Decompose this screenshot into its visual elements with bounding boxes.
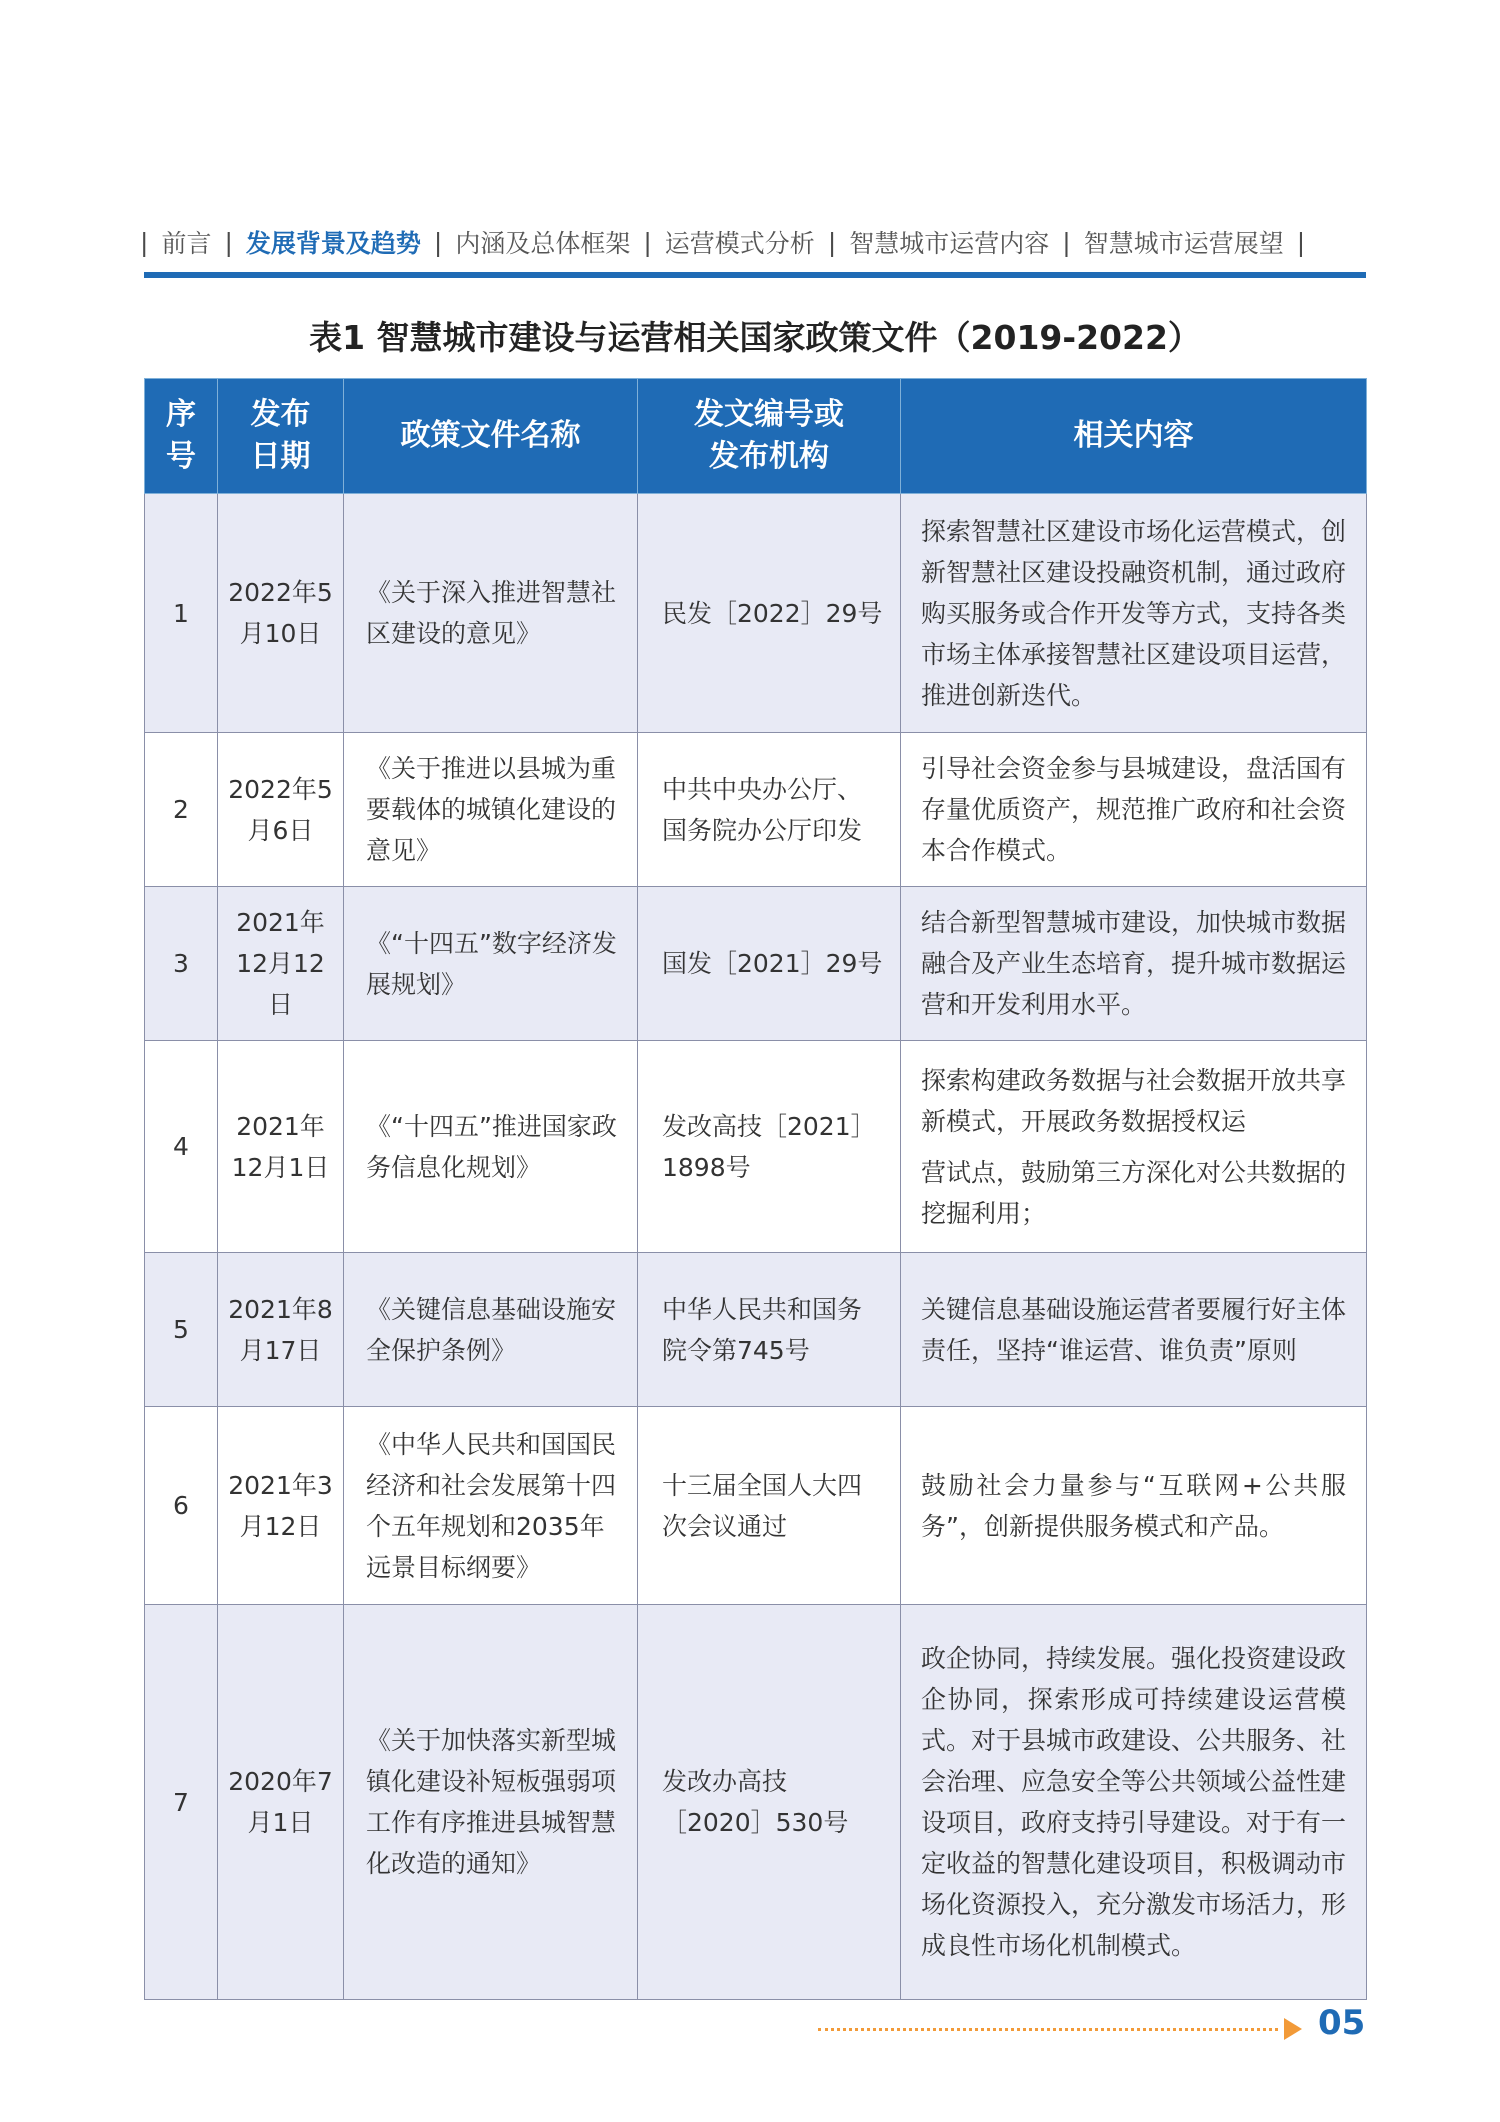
row-content	[901, 1041, 1367, 1253]
row-policy-name: 《中华人民共和国国民经济和社会发展第十四个五年规划和2035年远景目标纲要》	[344, 1407, 638, 1605]
row-seq: 1	[145, 494, 218, 733]
header-org: 发文编号或发布机构	[638, 379, 901, 494]
table-row	[145, 733, 1367, 887]
nav-separator: |	[433, 227, 443, 257]
row-seq: 3	[145, 887, 218, 1041]
table-title: 表1 智慧城市建设与运营相关国家政策文件（2019-2022）	[309, 318, 1201, 357]
row-content: 探索智慧社区建设市场化运营模式，创新智慧社区建设投融资机制，通过政府购买服务或合作开发等方式，支持各类市场主体承接智慧社区建设项目运营，推进创新迭代。	[901, 494, 1367, 733]
row-policy-name: 《关键信息基础设施安全保护条例》	[344, 1253, 638, 1407]
table-row	[145, 1605, 1367, 2000]
row-content-part: 营试点，鼓励第三方深化对公共数据的挖掘利用；	[921, 1157, 1347, 1228]
nav-separator: |	[643, 227, 652, 257]
footer-arrow-icon	[1284, 2018, 1302, 2040]
row-content: 结合新型智慧城市建设，加快城市数据融合及产业生态培育，提升城市数据运营和开发利用水平。	[901, 887, 1367, 1041]
table-row	[145, 494, 1367, 733]
nav-separator: |	[1062, 227, 1071, 257]
row-date: 2020年7月1日	[218, 1605, 344, 2000]
row-policy-name: 《关于深入推进智慧社区建设的意见》	[344, 494, 638, 733]
row-date: 2021年12月1日	[218, 1041, 344, 1253]
header-name: 政策文件名称	[344, 379, 638, 494]
row-date: 2021年3月12日	[218, 1407, 344, 1605]
row-date: 2021年8月17日	[218, 1253, 344, 1407]
row-issuer: 民发［2022］29号	[638, 494, 901, 733]
row-issuer: 发改高技［2021］1898号	[638, 1041, 901, 1253]
row-date: 2021年12月12日	[218, 887, 344, 1041]
section-nav	[140, 222, 1366, 262]
policy-table	[144, 378, 1367, 2000]
row-seq: 4	[145, 1041, 218, 1253]
nav-item-background[interactable]: 发展背景及趋势	[245, 229, 421, 258]
row-date: 2022年5月10日	[218, 494, 344, 733]
table-row	[145, 1407, 1367, 1605]
nav-separator: |	[827, 227, 837, 257]
nav-separator: |	[224, 227, 233, 257]
header-content: 相关内容	[901, 379, 1367, 494]
row-content: 政企协同，持续发展。强化投资建设政企协同，探索形成可持续建设运营模式。对于县城市政建设、公共服务、社会治理、应急安全等公共领域公益性建设项目，政府支持引导建设。对于有一定收益的智慧化建设项目，积极调动市场化资源投入，充分激发市场活力，形成良性市场化机制模式。	[901, 1605, 1367, 2000]
row-issuer: 发改办高技［2020］530号	[638, 1605, 901, 2000]
row-seq: 7	[145, 1605, 218, 2000]
row-policy-name: 《关于加快落实新型城镇化建设补短板强弱项工作有序推进县城智慧化改造的通知》	[344, 1605, 638, 2000]
row-content: 鼓励社会力量参与“互联网+公共服务”，创新提供服务模式和产品。	[901, 1407, 1367, 1605]
nav-item-outlook[interactable]: 智慧城市运营展望	[1083, 229, 1284, 258]
row-issuer: 中华人民共和国务院令第745号	[638, 1253, 901, 1407]
header-seq: 序号	[145, 379, 218, 494]
row-issuer: 十三届全国人大四次会议通过	[638, 1407, 901, 1605]
table-row	[145, 887, 1367, 1041]
nav-item-operation-mode[interactable]: 运营模式分析	[664, 229, 815, 258]
nav-divider	[144, 272, 1366, 278]
row-issuer: 国发［2021］29号	[638, 887, 901, 1041]
row-seq: 2	[145, 733, 218, 887]
table-row	[145, 1253, 1367, 1407]
page-number: 05	[1318, 2003, 1366, 2043]
row-content-part: 探索构建政务数据与社会数据开放共享新模式，开展政务数据授权运	[921, 1065, 1347, 1136]
footer-dotted-line	[818, 2028, 1278, 2031]
row-issuer: 中共中央办公厅、国务院办公厅印发	[638, 733, 901, 887]
nav-item-preface[interactable]: 前言	[161, 229, 212, 258]
nav-separator: |	[1296, 227, 1306, 257]
nav-item-framework[interactable]: 内涵及总体框架	[455, 229, 631, 258]
row-date: 2022年5月6日	[218, 733, 344, 887]
header-date: 发布日期	[218, 379, 344, 494]
row-policy-name: 《关于推进以县城为重要载体的城镇化建设的意见》	[344, 733, 638, 887]
row-seq: 6	[145, 1407, 218, 1605]
row-seq: 5	[145, 1253, 218, 1407]
row-policy-name: 《“十四五”推进国家政务信息化规划》	[344, 1041, 638, 1253]
row-content: 引导社会资金参与县城建设，盘活国有存量优质资产，规范推广政府和社会资本合作模式。	[901, 733, 1367, 887]
table-header-row	[145, 379, 1367, 494]
row-policy-name: 《“十四五”数字经济发展规划》	[344, 887, 638, 1041]
nav-item-operation-content[interactable]: 智慧城市运营内容	[849, 229, 1050, 258]
row-content: 关键信息基础设施运营者要履行好主体责任，坚持“谁运营、谁负责”原则	[901, 1253, 1367, 1407]
nav-separator: |	[140, 227, 149, 257]
table-row	[145, 1041, 1367, 1253]
